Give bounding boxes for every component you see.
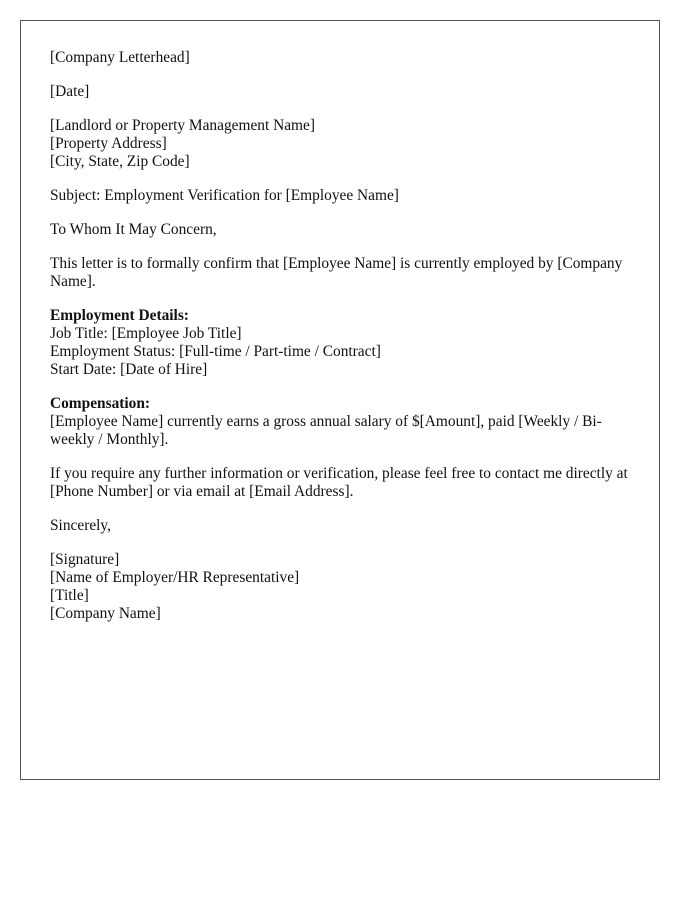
subject-line xyxy=(50,187,635,205)
signature-block xyxy=(50,551,635,623)
subject-text: Subject: Employment Verification for [Employee Name] xyxy=(50,187,399,204)
employment-status-line: Employment Status: [Full-time / Part-time / Contract] xyxy=(50,343,381,360)
letter-body xyxy=(50,49,635,639)
closing xyxy=(50,517,635,535)
signer-name: [Name of Employer/HR Representative] xyxy=(50,569,300,586)
contact-paragraph xyxy=(50,465,635,501)
contact-text: If you require any further information or verification, please feel free to contact me directly at [Phone Number] or via email at [Email Address]. xyxy=(50,465,628,500)
employment-details-heading: Employment Details: xyxy=(50,307,189,324)
employment-details-section xyxy=(50,307,635,379)
job-title-line: Job Title: [Employee Job Title] xyxy=(50,325,242,342)
date-text: [Date] xyxy=(50,83,90,100)
compensation-text: [Employee Name] currently earns a gross annual salary of $[Amount], paid [Weekly / Bi-weekly / Monthly]. xyxy=(50,413,602,448)
start-date-line: Start Date: [Date of Hire] xyxy=(50,361,208,378)
intro-text: This letter is to formally confirm that [Employee Name] is currently employed by [Company Name]. xyxy=(50,255,623,290)
signer-title: [Title] xyxy=(50,587,89,604)
closing-text: Sincerely, xyxy=(50,517,111,534)
recipient-block xyxy=(50,117,635,171)
letterhead-text: [Company Letterhead] xyxy=(50,49,190,66)
letterhead xyxy=(50,49,635,67)
salutation xyxy=(50,221,635,239)
intro-paragraph xyxy=(50,255,635,291)
letter-page xyxy=(20,20,660,780)
signature-placeholder: [Signature] xyxy=(50,551,120,568)
recipient-address: [Property Address] xyxy=(50,135,167,152)
compensation-section xyxy=(50,395,635,449)
recipient-name: [Landlord or Property Management Name] xyxy=(50,117,315,134)
recipient-city-state-zip: [City, State, Zip Code] xyxy=(50,153,190,170)
salutation-text: To Whom It May Concern, xyxy=(50,221,217,238)
signer-company: [Company Name] xyxy=(50,605,161,622)
compensation-heading: Compensation: xyxy=(50,395,151,412)
date-block xyxy=(50,83,635,101)
